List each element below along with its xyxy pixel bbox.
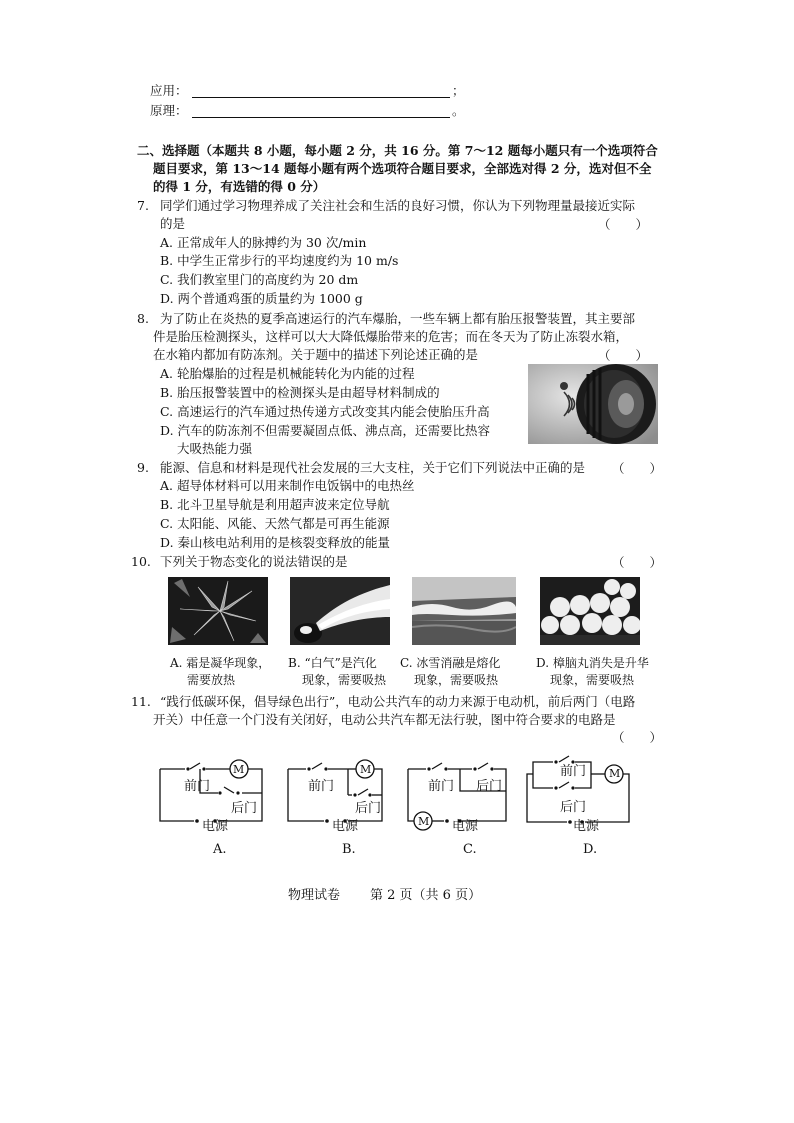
circuit-b-letter: B.	[342, 842, 356, 857]
circuit-b-power-label: 电源	[332, 819, 359, 834]
q7-answer-paren[interactable]: （ ）	[598, 217, 649, 232]
circuit-c-back-door-label: 后门	[476, 779, 503, 794]
q10-caption-a-line2: 需要放热	[187, 673, 236, 687]
q8-option-c: C. 高速运行的汽车通过热传递方式改变其内能会使胎压升高	[160, 404, 490, 419]
q9-stem-line1: 能源、信息和材料是现代社会发展的三大支柱，关于它们下列说法中正确的是	[160, 460, 586, 475]
circuit-a-letter: A.	[213, 842, 227, 857]
q8-option-d-continued: 大吸热能力强	[177, 441, 253, 456]
circuit-d-front-door-label: 前门	[560, 764, 587, 779]
circuit-b-back-door-label: 后门	[355, 801, 382, 816]
q11-answer-paren[interactable]: （ ）	[612, 730, 663, 745]
circuit-c-power-label: 电源	[452, 819, 479, 834]
q8-number: 8.	[137, 311, 149, 326]
frost-leaves-photo	[168, 577, 268, 645]
footer-subject: 物理试卷	[288, 888, 341, 903]
circuit-b-motor-symbol: M	[360, 763, 372, 776]
q8-stem-line3: 在水箱内都加有防冻剂。关于题中的描述下列论述正确的是	[153, 347, 479, 362]
circuit-a-power-label: 电源	[202, 819, 229, 834]
q7-option-b: B. 中学生正常步行的平均速度约为 10 m/s	[160, 253, 399, 268]
footer-page-number: 第 2 页（共 6 页）	[370, 888, 482, 903]
q10-caption-c-line2: 现象，需要吸热	[414, 673, 499, 687]
section-header-line1: 二、选择题（本题共 8 小题，每小题 2 分，共 16 分。第 7～12 题每小题只有一个选项符合	[137, 143, 658, 158]
q8-option-d: D. 汽车的防冻剂不但需要凝固点低、沸点高，还需要比热容	[160, 423, 491, 438]
circuit-b-front-door-label: 前门	[308, 779, 335, 794]
principle-label: 原理：	[150, 103, 188, 118]
q10-answer-paren[interactable]: （ ）	[612, 555, 663, 570]
q8-stem-line1: 为了防止在炎热的夏季高速运行的汽车爆胎，一些车辆上都有胎压报警装置，其主要部	[160, 311, 636, 326]
principle-blank[interactable]	[192, 117, 450, 118]
q8-answer-paren[interactable]: （ ）	[598, 348, 649, 363]
circuit-a-front-door-label: 前门	[184, 779, 211, 794]
q11-stem-line1: “践行低碳环保，倡导绿色出行”，电动公共汽车的动力来源于电动机，前后两门（电路	[160, 694, 636, 709]
circuit-d-back-door-label: 后门	[560, 800, 587, 815]
q10-caption-d-line2: 现象，需要吸热	[550, 673, 635, 687]
application-end: ；	[452, 83, 465, 98]
q9-option-b: B. 北斗卫星导航是利用超声波来定位导航	[160, 497, 390, 512]
q7-stem-line2: 的是	[160, 216, 186, 231]
circuit-c-front-door-label: 前门	[428, 779, 455, 794]
tire-pressure-photo	[528, 364, 658, 444]
q7-option-d: D. 两个普通鸡蛋的质量约为 1000 g	[160, 291, 363, 306]
q7-number: 7.	[137, 198, 149, 213]
q10-caption-b-line2: 现象，需要吸热	[302, 673, 387, 687]
q7-option-a: A. 正常成年人的脉搏约为 30 次/min	[160, 235, 367, 250]
circuit-a-motor-symbol: M	[233, 763, 245, 776]
q8-stem-line2: 件是胎压检测探头，这样可以大大降低爆胎带来的危害；而在冬天为了防止冻裂水箱，	[153, 329, 629, 344]
q10-caption-d-line1: D. 樟脑丸消失是升华	[536, 656, 649, 670]
steam-kettle-photo	[290, 577, 390, 645]
principle-end: 。	[452, 103, 465, 118]
q9-option-d: D. 秦山核电站利用的是核裂变释放的能量	[160, 535, 391, 550]
section-header-line3: 的得 1 分，有选错的得 0 分）	[153, 179, 326, 194]
q9-number: 9.	[137, 460, 149, 475]
q10-number: 10.	[131, 554, 151, 569]
mothballs-photo	[540, 577, 640, 645]
q10-caption-a-line1: A. 霜是凝华现象，	[170, 656, 271, 670]
q11-number: 11.	[131, 694, 151, 709]
q11-stem-line2: 开关）中任意一个门没有关闭好，电动公共汽车都无法行驶，图中符合要求的电路是	[153, 712, 616, 727]
q7-stem-line1: 同学们通过学习物理养成了关注社会和生活的良好习惯，你认为下列物理量最接近实际	[160, 198, 636, 213]
q8-option-b: B. 胎压报警装置中的检测探头是由超导材料制成的	[160, 385, 440, 400]
circuit-a-back-door-label: 后门	[231, 801, 258, 816]
application-label: 应用：	[150, 83, 188, 98]
q10-caption-c-line1: C. 冰雪消融是熔化	[400, 656, 501, 670]
circuit-d-power-label: 电源	[573, 819, 600, 834]
q10-stem-line1: 下列关于物态变化的说法错误的是	[160, 554, 348, 569]
q7-option-c: C. 我们教室里门的高度约为 20 dm	[160, 272, 359, 287]
circuit-c-letter: C.	[463, 842, 477, 857]
section-header-line2: 题目要求，第 13～14 题每小题有两个选项符合题目要求，全部选对得 2 分，选对但不全	[153, 161, 652, 176]
q8-option-a: A. 轮胎爆胎的过程是机械能转化为内能的过程	[160, 366, 415, 381]
q10-caption-b-line1: B. “白气”是汽化	[288, 656, 377, 670]
q9-option-a: A. 超导体材料可以用来制作电饭锅中的电热丝	[160, 478, 415, 493]
q9-option-c: C. 太阳能、风能、天然气都是可再生能源	[160, 516, 390, 531]
melting-snow-photo	[412, 577, 516, 645]
q9-answer-paren[interactable]: （ ）	[612, 461, 663, 476]
circuit-d-motor-symbol: M	[609, 767, 621, 780]
circuit-d-letter: D.	[583, 842, 598, 857]
circuit-c-motor-symbol: M	[418, 815, 430, 828]
application-blank[interactable]	[192, 97, 450, 98]
